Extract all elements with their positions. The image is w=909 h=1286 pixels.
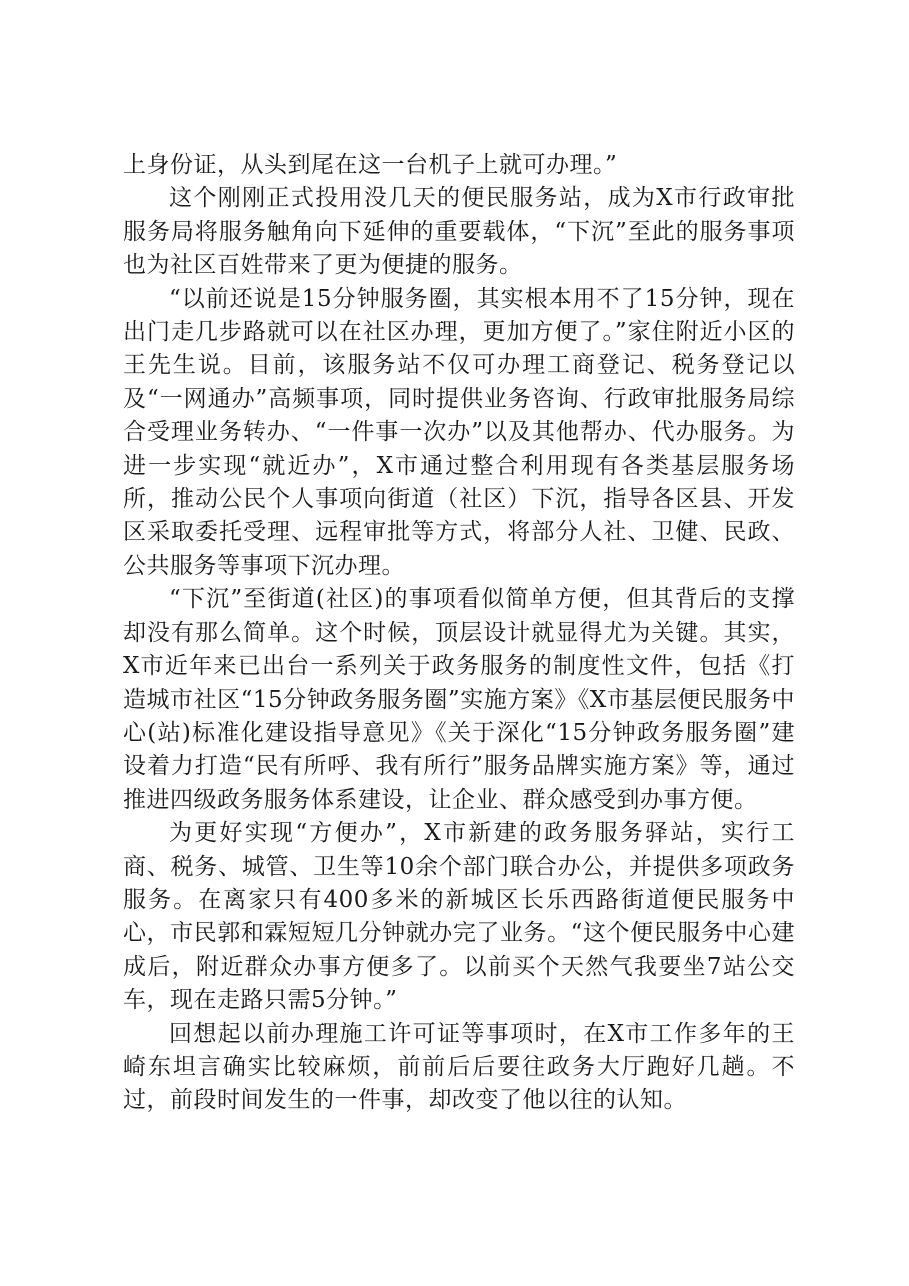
paragraph-2: 这个刚刚正式投用没几天的便民服务站，成为X市行政审批服务局将服务触角向下延伸的重要载体，“下沉”至此的服务事项也为社区百姓带来了更为便捷的服务。 [123, 185, 795, 279]
paragraph-3: “以前还说是15分钟服务圈，其实根本用不了15分钟，现在出门走几步路就可以在社区办理，更加方便了。”家住附近小区的王先生说。目前，该服务站不仅可办理工商登记、税务登记以及“一网通办”高频事项，同时提供业务咨询、行政审批服务局综合受理业务转办、“一件事一次办”以及其他帮办、代办服务。为进一步实现“就近办”，X市通过整合利用现有各类基层服务场所，推动公民个人事项向街道（社区）下沉，指导各区县、开发区采取委托受理、远程审批等方式，将部分人社、卫健、民政、公共服务等事项下沉办理。 [123, 285, 795, 579]
paragraph-4: “下沉”至街道(社区)的事项看似简单方便，但其背后的支撑却没有那么简单。这个时候，顶层设计就显得尤为关键。其实，X市近年来已出台一系列关于政务服务的制度性文件，包括《打造城市社区“15分钟政务服务圈”实施方案》《X市基层便民服务中心(站)标准化建设指导意见》《关于深化“15分钟政务服务圈”建设着力打造“民有所呼、我有所行”服务品牌实施方案》等，通过推进四级政务服务体系建设，让企业、群众感受到办事方便。 [123, 586, 795, 813]
paragraph-6: 回想起以前办理施工许可证等事项时，在X市工作多年的王崎东坦言确实比较麻烦，前前后后要往政务大厅跑好几趟。不过，前段时间发生的一件事，却改变了他以往的认知。 [123, 1020, 795, 1114]
document-body [123, 149, 795, 1118]
paragraph-1: 上身份证，从头到尾在这一台机子上就可办理。” [123, 152, 618, 178]
paragraph-5: 为更好实现“方便办”，X市新建的政务服务驿站，实行工商、税务、城管、卫生等10余个部门联合办公，并提供多项政务服务。在离家只有400多米的新城区长乐西路街道便民服务中心，市民郭和霖短短几分钟就办完了业务。“这个便民服务中心建成后，附近群众办事方便多了。以前买个天然气我要坐7站公交车，现在走路只需5分钟。” [123, 820, 795, 1014]
